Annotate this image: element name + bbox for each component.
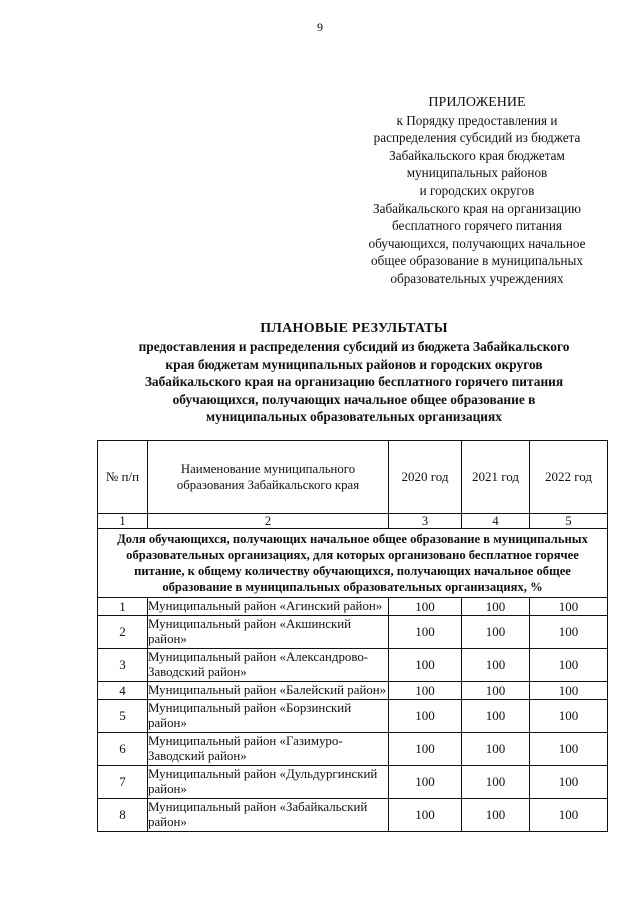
header-name-line: Наименование муниципального [180,462,356,476]
row-2021: 100 [462,682,530,700]
row-name [148,799,389,832]
title-line: муниципальных образовательных организациях [206,409,502,424]
column-number: 2 [148,514,389,529]
row-2022: 100 [530,649,608,682]
row-2022: 100 [530,700,608,733]
row-2021: 100 [462,733,530,766]
row-2022: 100 [530,598,608,616]
row-2020: 100 [389,649,462,682]
appendix-heading: ПРИЛОЖЕНИЕ [428,95,526,110]
row-2022: 100 [530,799,608,832]
table-row [98,700,608,733]
row-num: 5 [98,700,148,733]
table-row [98,733,608,766]
page-number: 9 [317,20,323,34]
row-name [148,766,389,799]
row-2022: 100 [530,766,608,799]
row-num: 3 [98,649,148,682]
section-heading [98,529,608,598]
row-name-line: Муниципальный район «Борзинский [148,700,352,715]
row-num: 1 [98,598,148,616]
section-line: образовательных организациях, для которых организовано бесплатное горячее [126,548,579,562]
row-num: 2 [98,616,148,649]
header-name [148,441,389,514]
row-2020: 100 [389,598,462,616]
title-line: обучающихся, получающих начальное общее образование в [172,391,536,407]
row-name [148,682,389,700]
row-2020: 100 [389,733,462,766]
appendix-line: обучающихся, получающих начальное [368,235,586,251]
appendix-line: Забайкальского края на организацию [372,200,582,216]
title-line: предоставления и распределения субсидий из бюджета Забайкальского [138,339,570,354]
table-row [98,682,608,700]
section-line: питание, к общему количеству обучающихся, получающих начальное общее [134,564,571,578]
row-2020: 100 [389,766,462,799]
row-2021: 100 [462,598,530,616]
column-number: 5 [530,514,608,529]
row-num: 6 [98,733,148,766]
row-num: 4 [98,682,148,700]
row-num: 8 [98,799,148,832]
section-line: Доля обучающихся, получающих начальное общее образование в муниципальных [117,532,588,546]
row-name-line: район» [148,632,187,646]
column-number: 3 [389,514,462,529]
row-name-line: Муниципальный район «Забайкальский [148,799,368,814]
title-main: ПЛАНОВЫЕ РЕЗУЛЬТАТЫ [260,321,448,336]
appendix-block [346,94,608,288]
row-name-line: Муниципальный район «Балейский район» [148,682,387,697]
row-name [148,700,389,733]
row-2022: 100 [530,682,608,700]
row-2021: 100 [462,766,530,799]
row-2021: 100 [462,799,530,832]
row-2020: 100 [389,799,462,832]
header-2022: 2022 год [530,441,608,514]
section-line: образование в муниципальных образовательных организациях, % [162,580,543,594]
row-name-line: Муниципальный район «Акшинский [148,616,352,631]
appendix-line: и городских округов [419,182,535,198]
appendix-line: распределения субсидий из бюджета [373,130,581,146]
table-header-row [98,441,608,514]
document-title [104,320,604,426]
table-row [98,799,608,832]
row-name-line: Муниципальный район «Александрово- [148,649,369,664]
row-name [148,649,389,682]
row-2021: 100 [462,700,530,733]
row-name [148,733,389,766]
column-number: 1 [98,514,148,529]
header-name-line: образования Забайкальского края [176,478,360,492]
column-number: 4 [462,514,530,529]
appendix-line: общее образование в муниципальных [371,253,583,269]
row-2020: 100 [389,682,462,700]
row-name-line: Заводский район» [148,749,247,763]
table-row [98,766,608,799]
appendix-line: муниципальных районов [406,165,548,181]
title-line: края бюджетам муниципальных районов и городских округов [165,356,543,372]
appendix-line: образовательных учреждениях [390,270,564,286]
appendix-line: бесплатного горячего питания [392,218,562,234]
row-2021: 100 [462,616,530,649]
table-row [98,598,608,616]
appendix-line: Забайкальского края бюджетам [389,147,565,163]
row-2020: 100 [389,700,462,733]
row-2022: 100 [530,733,608,766]
row-name-line: Заводский район» [148,665,247,679]
row-name-line: Муниципальный район «Газимуро- [148,733,343,748]
table-row [98,616,608,649]
header-2021: 2021 год [462,441,530,514]
column-number-row [98,514,608,529]
header-2020: 2020 год [389,441,462,514]
appendix-line: к Порядку предоставления и [396,112,558,128]
row-name-line: район» [148,716,187,730]
section-row [98,529,608,598]
row-name-line: район» [148,782,187,796]
row-num: 7 [98,766,148,799]
row-2021: 100 [462,649,530,682]
row-name-line: Муниципальный район «Дульдургинский [148,766,378,781]
row-2020: 100 [389,616,462,649]
results-table [97,440,608,832]
row-name-line: район» [148,815,187,829]
row-name-line: Муниципальный район «Агинский район» [148,598,383,613]
row-2022: 100 [530,616,608,649]
header-num: № п/п [98,441,148,514]
row-name [148,598,389,616]
title-line: Забайкальского края на организацию бесплатного горячего питания [144,374,564,389]
table-row [98,649,608,682]
row-name [148,616,389,649]
